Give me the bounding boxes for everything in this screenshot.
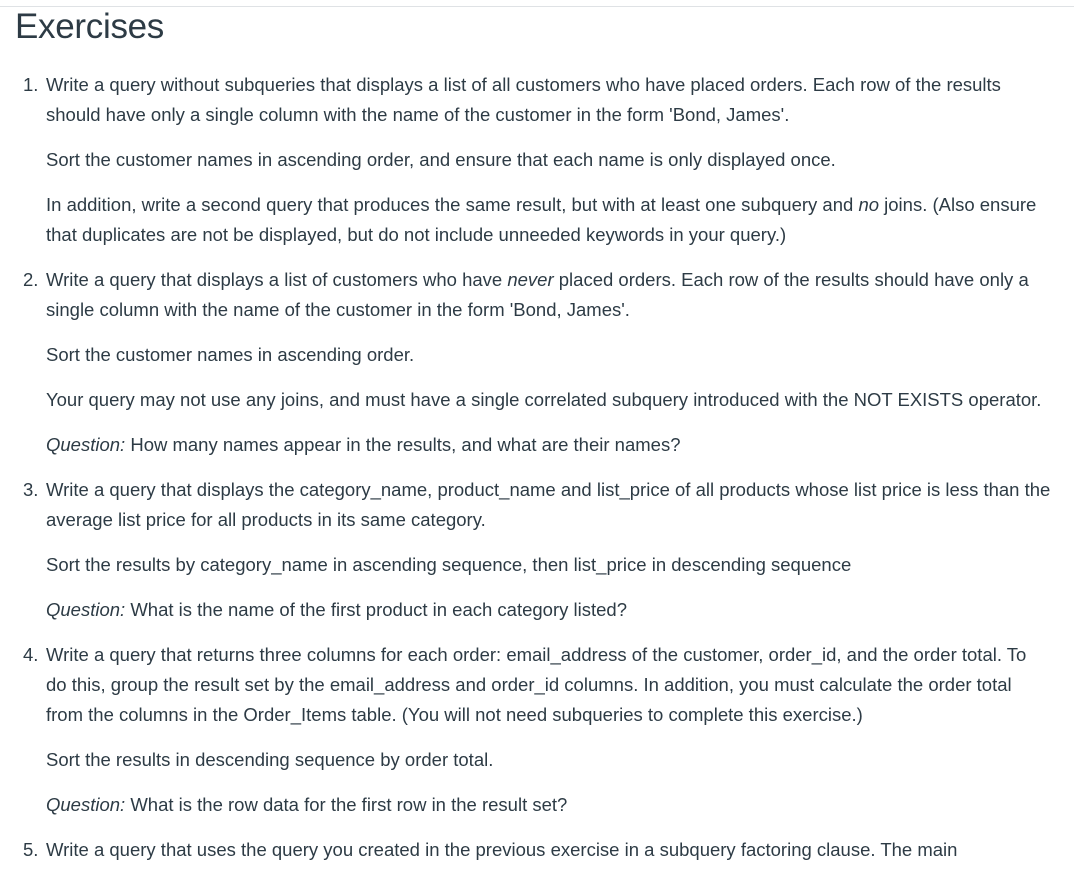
emphasis-text: Question:: [46, 599, 126, 620]
paragraph-text: Sort the results in descending sequence by order total.: [46, 749, 494, 770]
exercise-number: 1.: [23, 74, 39, 95]
emphasis-text: Question:: [46, 434, 126, 455]
paragraph-text: Write a query that displays the category_name, product_name and list_price of all products whose list price is less than the average list price for all products in its same category.: [46, 479, 1051, 530]
exercise-paragraph: [46, 475, 1051, 535]
exercise-paragraph: [46, 640, 1051, 730]
page-title: Exercises: [15, 7, 165, 46]
exercise-paragraph: [46, 595, 1051, 625]
paragraph-text: How many names appear in the results, and what are their names?: [125, 434, 681, 455]
paragraph-text: placed orders. Each row of the results should have only a single column with the name of the customer in the form 'Bond, James'.: [46, 269, 1029, 320]
paragraph-text: joins. (Also ensure that duplicates are not be displayed, but do not include unneeded keywords in your query.): [46, 194, 1037, 245]
paragraph-text: Write a query without subqueries that displays a list of all customers who have placed orders. Each row of the results should have only a single column with the name of the customer in the form 'Bond, James'.: [46, 74, 1001, 125]
exercise-paragraph: [46, 790, 1051, 820]
paragraph-text: Sort the customer names in ascending order, and ensure that each name is only displayed once.: [46, 149, 836, 170]
exercise-item: [23, 640, 1051, 820]
exercise-item: [23, 265, 1051, 460]
emphasis-text: never: [507, 269, 554, 290]
exercise-number: 2.: [23, 269, 39, 290]
paragraph-text: Sort the results by category_name in ascending sequence, then list_price in descending sequence: [46, 554, 852, 575]
exercise-paragraph: [46, 70, 1051, 130]
emphasis-text: Question:: [46, 794, 126, 815]
exercise-list: [0, 70, 1074, 865]
paragraph-text: What is the name of the first product in each category listed?: [125, 599, 627, 620]
exercise-paragraph: [46, 745, 1051, 775]
paragraph-text: Write a query that uses the query you created in the previous exercise in a subquery factoring clause. The main: [46, 839, 958, 860]
exercise-item: [23, 475, 1051, 625]
exercise-paragraph: [46, 145, 1051, 175]
paragraph-text: What is the row data for the first row in the result set?: [125, 794, 568, 815]
exercise-paragraph: [46, 835, 1051, 865]
exercise-paragraph: [46, 550, 1051, 580]
exercise-paragraph: [46, 385, 1051, 415]
exercise-paragraph: [46, 430, 1051, 460]
emphasis-text: no: [858, 194, 880, 215]
paragraph-text: Your query may not use any joins, and must have a single correlated subquery introduced with the NOT EXISTS operator.: [46, 389, 1042, 410]
exercise-paragraph: [46, 190, 1051, 250]
exercise-paragraph: [46, 340, 1051, 370]
paragraph-text: Sort the customer names in ascending order.: [46, 344, 415, 365]
exercise-number: 3.: [23, 479, 39, 500]
exercise-paragraph: [46, 265, 1051, 325]
exercise-item: [23, 70, 1051, 250]
exercise-number: 4.: [23, 644, 39, 665]
paragraph-text: Write a query that displays a list of customers who have: [46, 269, 508, 290]
exercise-number: 5.: [23, 839, 39, 860]
paragraph-text: Write a query that returns three columns for each order: email_address of the customer, order_id, and the order total. To do this, group the result set by the email_address and order_id columns. In addition, you must calculate the order total from the columns in the Order_Items table. (You will not need subqueries to complete this exercise.): [46, 644, 1027, 725]
paragraph-text: In addition, write a second query that produces the same result, but with at least one subquery and: [46, 194, 859, 215]
exercise-item: [23, 835, 1051, 865]
